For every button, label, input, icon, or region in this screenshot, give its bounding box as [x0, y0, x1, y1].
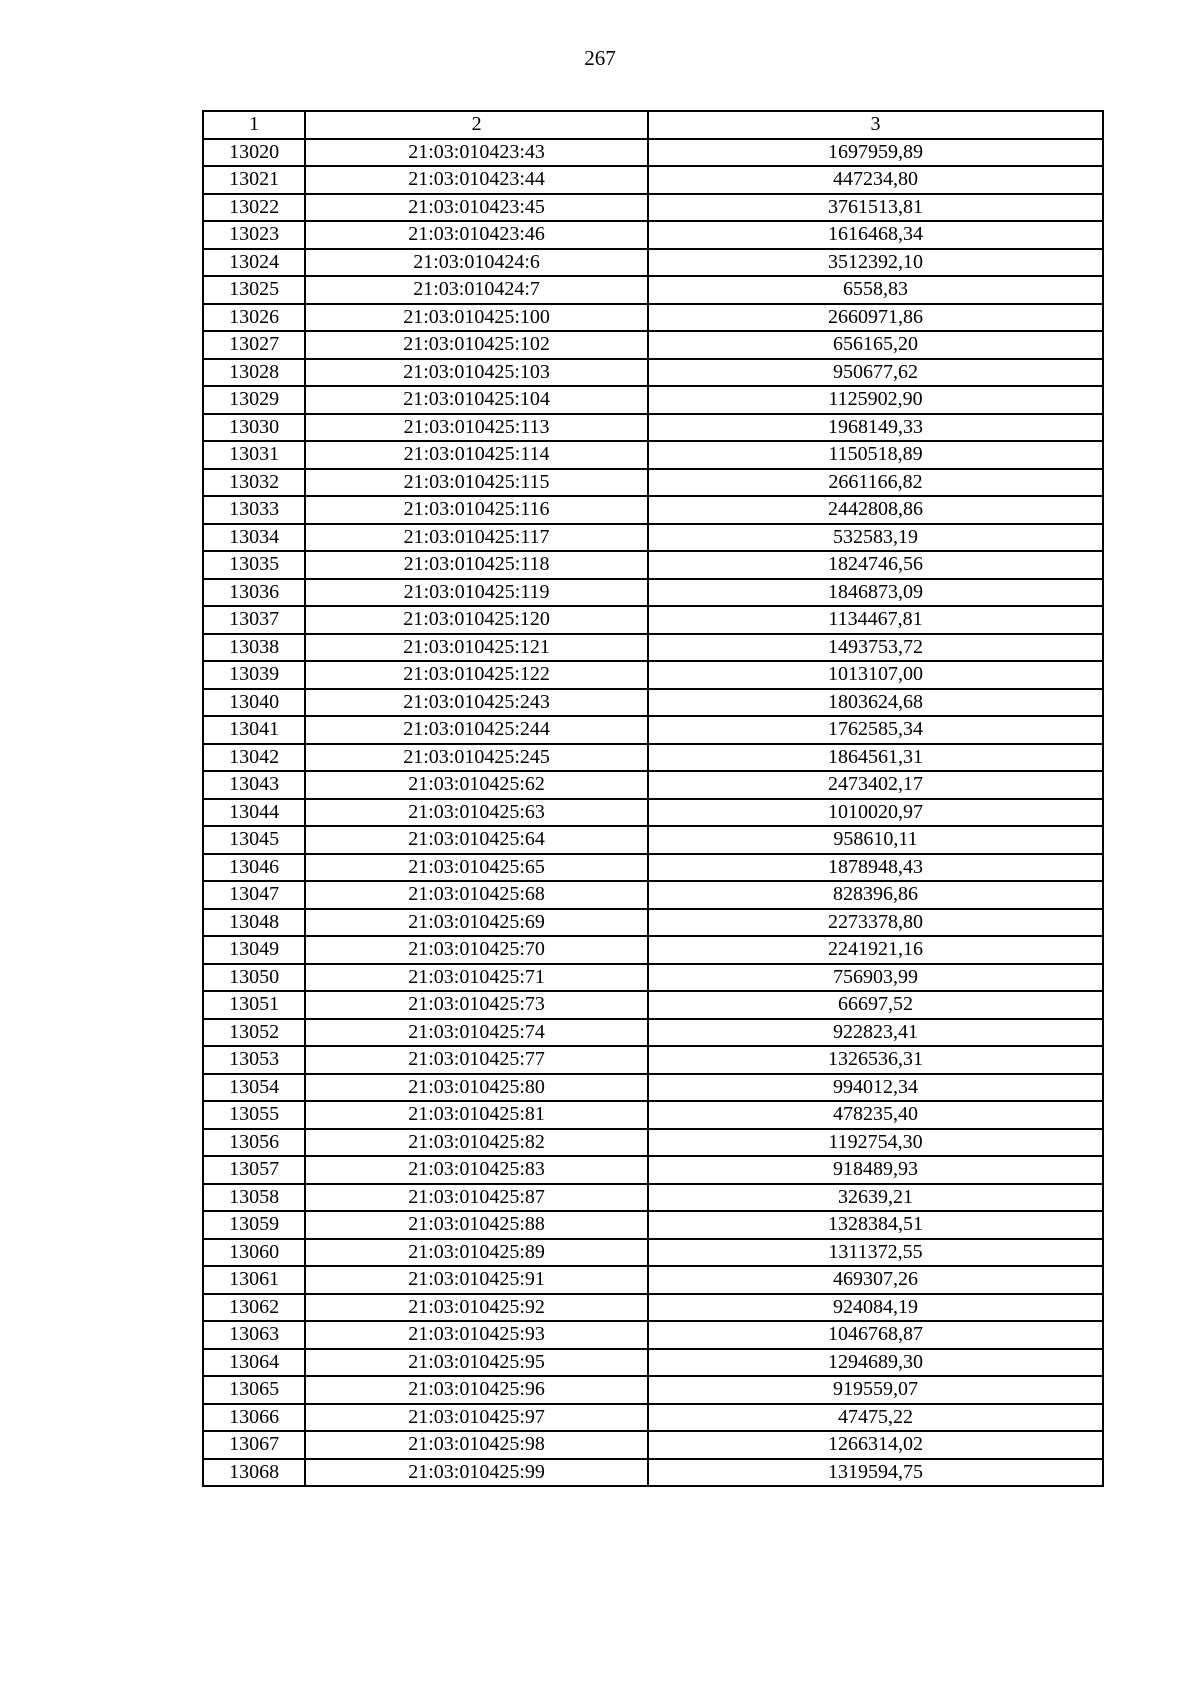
- table-row: [203, 304, 1103, 332]
- table-row: [203, 1321, 1103, 1349]
- table-row: [203, 744, 1103, 772]
- value-cell: 47475,22: [648, 1404, 1103, 1432]
- value-cell: 950677,62: [648, 359, 1103, 387]
- row-number-cell: 13037: [203, 606, 305, 634]
- row-number-cell: 13030: [203, 414, 305, 442]
- value-cell: 3512392,10: [648, 249, 1103, 277]
- value-cell: 32639,21: [648, 1184, 1103, 1212]
- row-number-cell: 13061: [203, 1266, 305, 1294]
- cadastral-number-cell: 21:03:010425:114: [305, 441, 648, 469]
- table-row: [203, 166, 1103, 194]
- table-row: [203, 524, 1103, 552]
- table-row: [203, 1294, 1103, 1322]
- value-cell: 2473402,17: [648, 771, 1103, 799]
- row-number-cell: 13056: [203, 1129, 305, 1157]
- row-number-cell: 13057: [203, 1156, 305, 1184]
- cadastral-number-cell: 21:03:010425:120: [305, 606, 648, 634]
- table-row: [203, 661, 1103, 689]
- value-cell: 66697,52: [648, 991, 1103, 1019]
- table-row: [203, 909, 1103, 937]
- row-number-cell: 13064: [203, 1349, 305, 1377]
- cadastral-number-cell: 21:03:010425:63: [305, 799, 648, 827]
- row-number-cell: 13039: [203, 661, 305, 689]
- table-header-row: [203, 111, 1103, 139]
- value-cell: 3761513,81: [648, 194, 1103, 222]
- row-number-cell: 13044: [203, 799, 305, 827]
- cadastral-number-cell: 21:03:010425:122: [305, 661, 648, 689]
- value-cell: 1134467,81: [648, 606, 1103, 634]
- table-row: [203, 1129, 1103, 1157]
- cadastral-number-cell: 21:03:010425:92: [305, 1294, 648, 1322]
- row-number-cell: 13038: [203, 634, 305, 662]
- value-cell: 919559,07: [648, 1376, 1103, 1404]
- value-cell: 756903,99: [648, 964, 1103, 992]
- table-row: [203, 1101, 1103, 1129]
- row-number-cell: 13034: [203, 524, 305, 552]
- table-row: [203, 441, 1103, 469]
- value-cell: 1294689,30: [648, 1349, 1103, 1377]
- row-number-cell: 13023: [203, 221, 305, 249]
- cadastral-number-cell: 21:03:010423:45: [305, 194, 648, 222]
- table-row: [203, 634, 1103, 662]
- value-cell: 1864561,31: [648, 744, 1103, 772]
- table-row: [203, 716, 1103, 744]
- table-row: [203, 579, 1103, 607]
- table-row: [203, 826, 1103, 854]
- cadastral-number-cell: 21:03:010425:119: [305, 579, 648, 607]
- table-row: [203, 1459, 1103, 1487]
- table-row: [203, 331, 1103, 359]
- value-cell: 1328384,51: [648, 1211, 1103, 1239]
- row-number-cell: 13063: [203, 1321, 305, 1349]
- table-row: [203, 1349, 1103, 1377]
- table-row: [203, 194, 1103, 222]
- cadastral-number-cell: 21:03:010423:46: [305, 221, 648, 249]
- cadastral-number-cell: 21:03:010425:115: [305, 469, 648, 497]
- table-row: [203, 1156, 1103, 1184]
- table-row: [203, 386, 1103, 414]
- value-cell: 478235,40: [648, 1101, 1103, 1129]
- table-row: [203, 1074, 1103, 1102]
- cadastral-number-cell: 21:03:010425:88: [305, 1211, 648, 1239]
- value-cell: 918489,93: [648, 1156, 1103, 1184]
- cadastral-number-cell: 21:03:010425:99: [305, 1459, 648, 1487]
- table-row: [203, 881, 1103, 909]
- value-cell: 924084,19: [648, 1294, 1103, 1322]
- row-number-cell: 13021: [203, 166, 305, 194]
- value-cell: 2241921,16: [648, 936, 1103, 964]
- value-cell: 1968149,33: [648, 414, 1103, 442]
- row-number-cell: 13047: [203, 881, 305, 909]
- cadastral-number-cell: 21:03:010425:91: [305, 1266, 648, 1294]
- value-cell: 1846873,09: [648, 579, 1103, 607]
- row-number-cell: 13031: [203, 441, 305, 469]
- data-table: [202, 110, 1104, 1487]
- value-cell: 1311372,55: [648, 1239, 1103, 1267]
- cadastral-number-cell: 21:03:010425:89: [305, 1239, 648, 1267]
- row-number-cell: 13065: [203, 1376, 305, 1404]
- row-number-cell: 13025: [203, 276, 305, 304]
- cadastral-number-cell: 21:03:010425:113: [305, 414, 648, 442]
- row-number-cell: 13040: [203, 689, 305, 717]
- cadastral-number-cell: 21:03:010425:98: [305, 1431, 648, 1459]
- row-number-cell: 13051: [203, 991, 305, 1019]
- value-cell: 2660971,86: [648, 304, 1103, 332]
- cadastral-number-cell: 21:03:010425:87: [305, 1184, 648, 1212]
- row-number-cell: 13058: [203, 1184, 305, 1212]
- cadastral-number-cell: 21:03:010425:244: [305, 716, 648, 744]
- cadastral-number-cell: 21:03:010425:77: [305, 1046, 648, 1074]
- row-number-cell: 13045: [203, 826, 305, 854]
- table-row: [203, 936, 1103, 964]
- value-cell: 1493753,72: [648, 634, 1103, 662]
- table-row: [203, 964, 1103, 992]
- row-number-cell: 13060: [203, 1239, 305, 1267]
- row-number-cell: 13035: [203, 551, 305, 579]
- table-row: [203, 1266, 1103, 1294]
- row-number-cell: 13054: [203, 1074, 305, 1102]
- table-row: [203, 496, 1103, 524]
- table-row: [203, 771, 1103, 799]
- table-row: [203, 1239, 1103, 1267]
- row-number-cell: 13041: [203, 716, 305, 744]
- cadastral-number-cell: 21:03:010425:96: [305, 1376, 648, 1404]
- table-row: [203, 249, 1103, 277]
- column-header: 2: [305, 111, 648, 139]
- cadastral-number-cell: 21:03:010425:74: [305, 1019, 648, 1047]
- cadastral-number-cell: 21:03:010424:6: [305, 249, 648, 277]
- value-cell: 532583,19: [648, 524, 1103, 552]
- row-number-cell: 13055: [203, 1101, 305, 1129]
- row-number-cell: 13049: [203, 936, 305, 964]
- value-cell: 1046768,87: [648, 1321, 1103, 1349]
- cadastral-number-cell: 21:03:010424:7: [305, 276, 648, 304]
- table-row: [203, 139, 1103, 167]
- table-row: [203, 1431, 1103, 1459]
- cadastral-number-cell: 21:03:010425:102: [305, 331, 648, 359]
- table-row: [203, 606, 1103, 634]
- table-row: [203, 799, 1103, 827]
- page-number: 267: [584, 46, 616, 70]
- value-cell: 1150518,89: [648, 441, 1103, 469]
- cadastral-number-cell: 21:03:010423:43: [305, 139, 648, 167]
- column-header: 3: [648, 111, 1103, 139]
- table-row: [203, 991, 1103, 1019]
- value-cell: 1010020,97: [648, 799, 1103, 827]
- table-row: [203, 1404, 1103, 1432]
- table-row: [203, 469, 1103, 497]
- value-cell: 958610,11: [648, 826, 1103, 854]
- cadastral-number-cell: 21:03:010425:93: [305, 1321, 648, 1349]
- cadastral-number-cell: 21:03:010425:70: [305, 936, 648, 964]
- cadastral-number-cell: 21:03:010425:80: [305, 1074, 648, 1102]
- row-number-cell: 13029: [203, 386, 305, 414]
- value-cell: 447234,80: [648, 166, 1103, 194]
- value-cell: 1616468,34: [648, 221, 1103, 249]
- row-number-cell: 13048: [203, 909, 305, 937]
- row-number-cell: 13052: [203, 1019, 305, 1047]
- cadastral-number-cell: 21:03:010425:83: [305, 1156, 648, 1184]
- table-row: [203, 1376, 1103, 1404]
- value-cell: 1824746,56: [648, 551, 1103, 579]
- table-row: [203, 854, 1103, 882]
- row-number-cell: 13050: [203, 964, 305, 992]
- row-number-cell: 13033: [203, 496, 305, 524]
- cadastral-number-cell: 21:03:010425:82: [305, 1129, 648, 1157]
- cadastral-number-cell: 21:03:010425:68: [305, 881, 648, 909]
- cadastral-number-cell: 21:03:010425:62: [305, 771, 648, 799]
- row-number-cell: 13036: [203, 579, 305, 607]
- row-number-cell: 13027: [203, 331, 305, 359]
- cadastral-number-cell: 21:03:010425:65: [305, 854, 648, 882]
- value-cell: 6558,83: [648, 276, 1103, 304]
- row-number-cell: 13043: [203, 771, 305, 799]
- row-number-cell: 13068: [203, 1459, 305, 1487]
- cadastral-number-cell: 21:03:010425:245: [305, 744, 648, 772]
- row-number-cell: 13024: [203, 249, 305, 277]
- table-row: [203, 414, 1103, 442]
- row-number-cell: 13032: [203, 469, 305, 497]
- table-row: [203, 1019, 1103, 1047]
- value-cell: 1192754,30: [648, 1129, 1103, 1157]
- row-number-cell: 13059: [203, 1211, 305, 1239]
- value-cell: 1803624,68: [648, 689, 1103, 717]
- cadastral-number-cell: 21:03:010425:64: [305, 826, 648, 854]
- value-cell: 1125902,90: [648, 386, 1103, 414]
- cadastral-number-cell: 21:03:010425:97: [305, 1404, 648, 1432]
- column-header: 1: [203, 111, 305, 139]
- row-number-cell: 13053: [203, 1046, 305, 1074]
- value-cell: 2273378,80: [648, 909, 1103, 937]
- value-cell: 828396,86: [648, 881, 1103, 909]
- table-row: [203, 359, 1103, 387]
- table-row: [203, 221, 1103, 249]
- table-row: [203, 1184, 1103, 1212]
- cadastral-number-cell: 21:03:010425:95: [305, 1349, 648, 1377]
- row-number-cell: 13042: [203, 744, 305, 772]
- cadastral-number-cell: 21:03:010425:104: [305, 386, 648, 414]
- cadastral-number-cell: 21:03:010425:121: [305, 634, 648, 662]
- value-cell: 1013107,00: [648, 661, 1103, 689]
- cadastral-number-cell: 21:03:010425:117: [305, 524, 648, 552]
- value-cell: 1878948,43: [648, 854, 1103, 882]
- row-number-cell: 13026: [203, 304, 305, 332]
- row-number-cell: 13022: [203, 194, 305, 222]
- value-cell: 994012,34: [648, 1074, 1103, 1102]
- value-cell: 1319594,75: [648, 1459, 1103, 1487]
- value-cell: 922823,41: [648, 1019, 1103, 1047]
- row-number-cell: 13066: [203, 1404, 305, 1432]
- cadastral-number-cell: 21:03:010425:73: [305, 991, 648, 1019]
- cadastral-number-cell: 21:03:010425:71: [305, 964, 648, 992]
- value-cell: 469307,26: [648, 1266, 1103, 1294]
- value-cell: 656165,20: [648, 331, 1103, 359]
- value-cell: 2442808,86: [648, 496, 1103, 524]
- cadastral-number-cell: 21:03:010425:118: [305, 551, 648, 579]
- table-row: [203, 1211, 1103, 1239]
- table-row: [203, 551, 1103, 579]
- cadastral-number-cell: 21:03:010425:243: [305, 689, 648, 717]
- value-cell: 1762585,34: [648, 716, 1103, 744]
- row-number-cell: 13067: [203, 1431, 305, 1459]
- row-number-cell: 13046: [203, 854, 305, 882]
- cadastral-number-cell: 21:03:010425:116: [305, 496, 648, 524]
- value-cell: 1266314,02: [648, 1431, 1103, 1459]
- table-row: [203, 1046, 1103, 1074]
- value-cell: 1326536,31: [648, 1046, 1103, 1074]
- row-number-cell: 13020: [203, 139, 305, 167]
- cadastral-number-cell: 21:03:010425:69: [305, 909, 648, 937]
- row-number-cell: 13062: [203, 1294, 305, 1322]
- table-body: [203, 111, 1103, 1486]
- cadastral-number-cell: 21:03:010425:81: [305, 1101, 648, 1129]
- cadastral-number-cell: 21:03:010425:103: [305, 359, 648, 387]
- table-row: [203, 689, 1103, 717]
- value-cell: 1697959,89: [648, 139, 1103, 167]
- table-row: [203, 276, 1103, 304]
- row-number-cell: 13028: [203, 359, 305, 387]
- cadastral-number-cell: 21:03:010425:100: [305, 304, 648, 332]
- cadastral-number-cell: 21:03:010423:44: [305, 166, 648, 194]
- value-cell: 2661166,82: [648, 469, 1103, 497]
